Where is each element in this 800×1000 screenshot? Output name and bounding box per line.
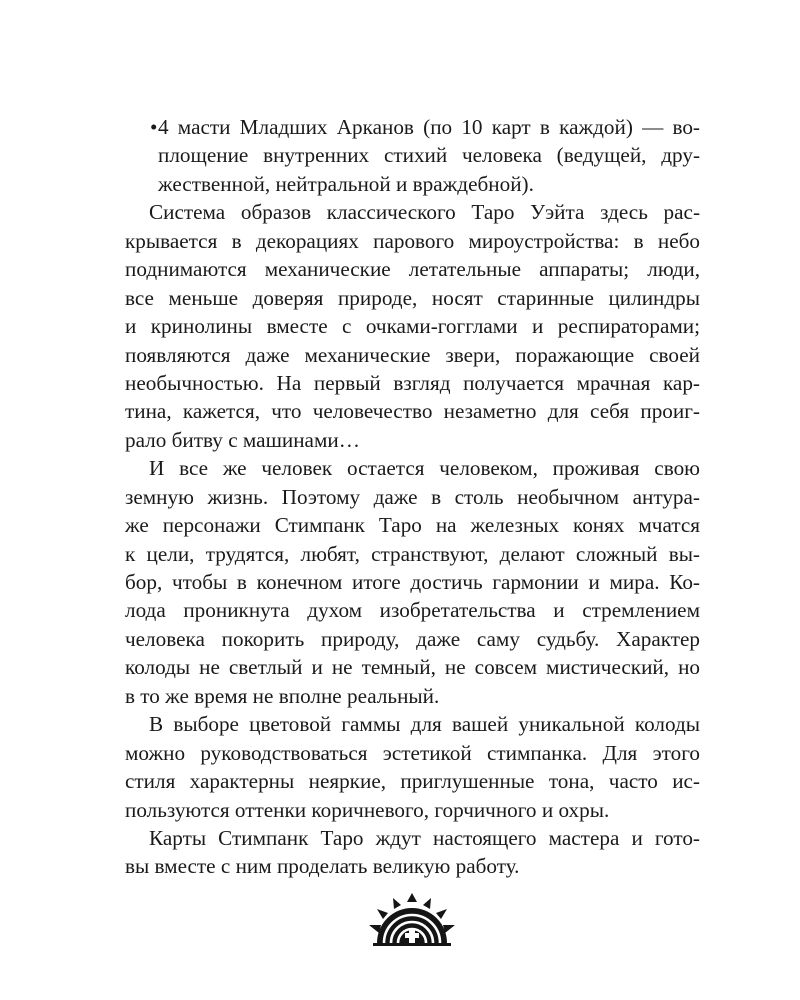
paragraph-first-line: И все же человек остается человеком, проживая свою <box>149 456 700 481</box>
text-line: необычностью. На первый взгляд получается мрачная кар- <box>125 370 700 395</box>
text-line: в то же время не вполне реальный. <box>125 683 440 708</box>
paragraph-first-line: Система образов классического Таро Уэйта здесь рас- <box>149 200 700 225</box>
text-line: и кринолины вместе с очками-гогглами и респираторами; <box>125 314 700 339</box>
text-line: земную жизнь. Поэтому даже в столь необычном антура- <box>125 484 700 509</box>
text-line: 4 масти Младших Арканов (по 10 карт в каждой) — во- <box>158 115 700 139</box>
text-line: тина, кажется, что человечество незаметно для себя проиг- <box>125 399 700 424</box>
paragraph-first-line: В выборе цветовой гаммы для вашей уникальной колоды <box>149 712 700 737</box>
text-line: человека покорить природу, даже саму судьбу. Характер <box>125 626 700 651</box>
text-line: стиля характерны неяркие, приглушенные тона, часто ис- <box>125 769 700 794</box>
text-line: все меньше доверяя природе, носят старинные цилиндры <box>125 285 700 310</box>
text-line: пользуются оттенки коричневого, горчичного и охры. <box>125 797 610 822</box>
text-line: же персонажи Стимпанк Таро на железных конях мчатся <box>125 513 700 538</box>
paragraph-first-line: Карты Стимпанк Таро ждут настоящего мастера и гото- <box>149 825 700 850</box>
text-line: лода проникнута духом изобретательства и стремлением <box>125 598 700 623</box>
text-line: вы вместе с ним проделать великую работу. <box>125 854 520 879</box>
sun-gear-ornament-icon <box>367 893 457 948</box>
text-line: к цели, трудятся, любят, странствуют, делают сложный вы- <box>125 541 700 566</box>
text-line: бор, чтобы в конечном итоге достичь гармонии и мира. Ко- <box>125 570 700 594</box>
text-line: крывается в декорациях парового мироустройства: в небо <box>125 228 700 253</box>
text-line: рало битву с машинами… <box>125 427 360 452</box>
bullet-item-line <box>125 113 700 141</box>
text-line: площение внутренних стихий человека (ведущей, дру- <box>158 143 700 168</box>
text-line: поднимаются механические летательные аппараты; люди, <box>125 257 700 282</box>
text-line: колоды не светлый и не темный, не совсем мистический, но <box>125 655 700 680</box>
text-line: появляются даже механические звери, поражающие своей <box>125 342 700 367</box>
bullet-marker: • <box>150 115 158 139</box>
text-line: можно руководствоваться эстетикой стимпанка. Для этого <box>125 740 700 765</box>
page-text <box>125 113 700 881</box>
text-line: жественной, нейтральной и враждебной). <box>158 171 534 196</box>
